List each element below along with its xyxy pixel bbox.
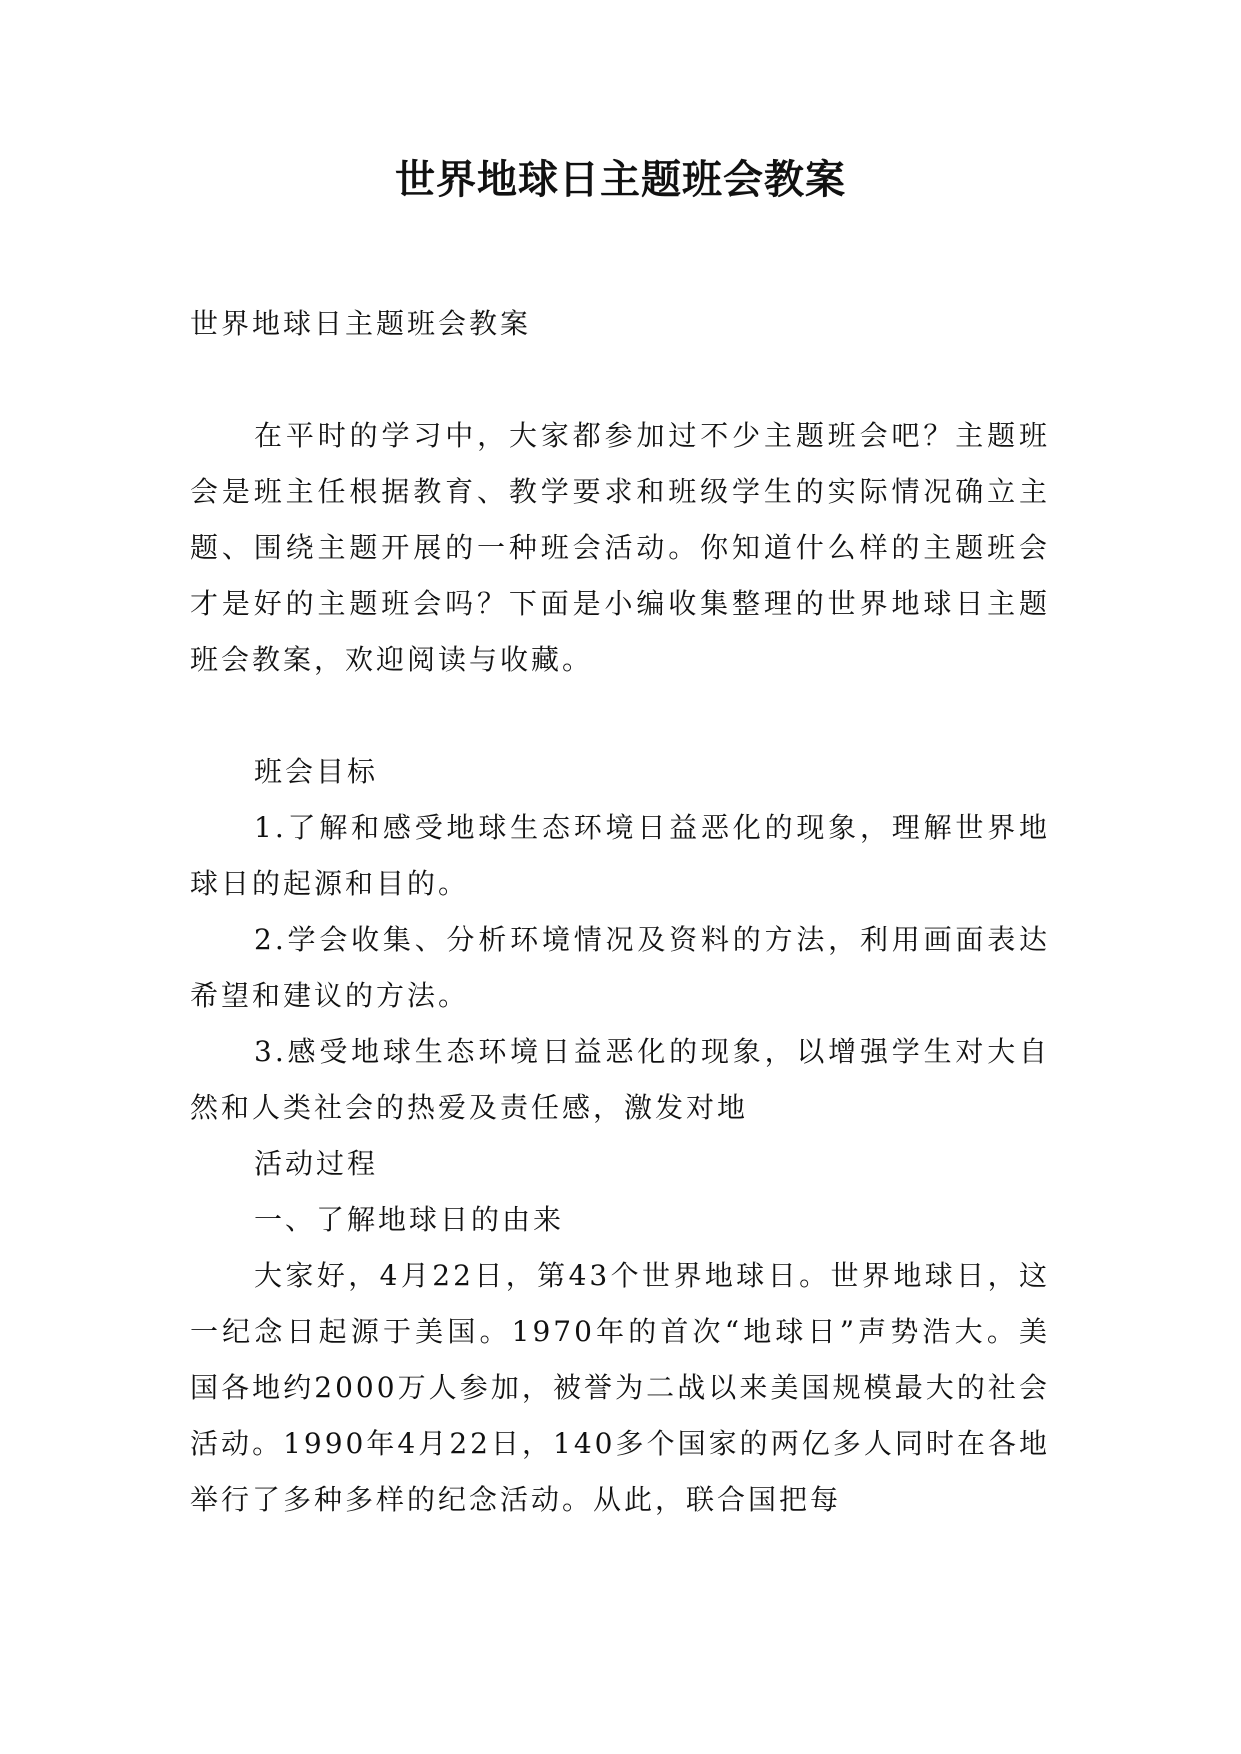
goals-heading: 班会目标 xyxy=(254,755,379,788)
document-subtitle: 世界地球日主题班会教案 xyxy=(190,307,532,340)
goal-item-1: 1.了解和感受地球生态环境日益恶化的现象，理解世界地球日的起源和目的。 xyxy=(190,811,1050,900)
document-title: 世界地球日主题班会教案 xyxy=(395,157,846,203)
section-one-paragraph: 大家好，4月22日，第43个世界地球日。世界地球日，这一纪念日起源于美国。1970年的首次“地球日”声势浩大。美国各地约2000万人参加，被誉为二战以来美国规模最大的社会活动。1990年4月22日，140多个国家的两亿多人同时在各地举行了多种多样的纪念活动。从此，联合国把每 xyxy=(190,1259,1050,1516)
goal-item-2: 2.学会收集、分析环境情况及资料的方法，利用画面表达希望和建议的方法。 xyxy=(190,923,1050,1012)
process-heading: 活动过程 xyxy=(254,1147,379,1180)
section-one-heading: 一、了解地球日的由来 xyxy=(254,1203,565,1236)
intro-paragraph: 在平时的学习中，大家都参加过不少主题班会吧？主题班会是班主任根据教育、教学要求和班级学生的实际情况确立主题、围绕主题开展的一种班会活动。你知道什么样的主题班会才是好的主题班会吗？下面是小编收集整理的世界地球日主题班会教案，欢迎阅读与收藏。 xyxy=(190,419,1050,676)
goal-item-3: 3.感受地球生态环境日益恶化的现象，以增强学生对大自然和人类社会的热爱及责任感，激发对地 xyxy=(190,1035,1050,1124)
document-body xyxy=(190,296,1050,1528)
